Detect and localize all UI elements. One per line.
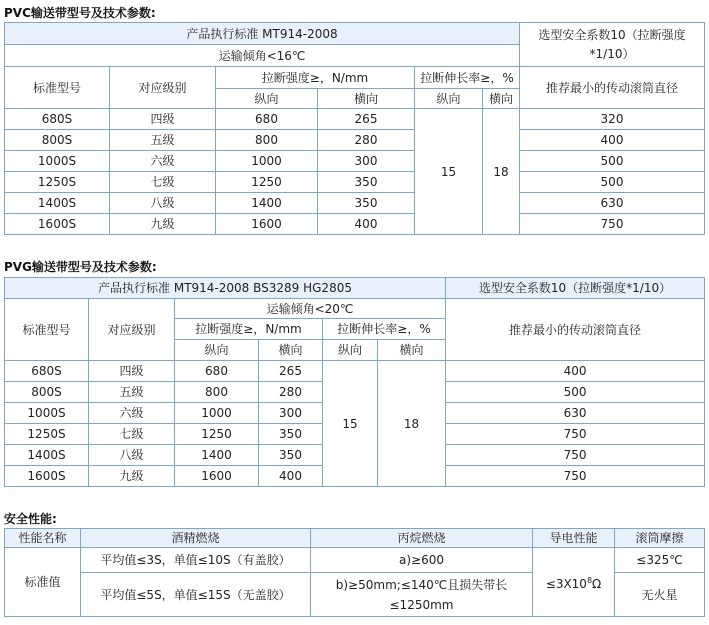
pvg-longit-cell: 680 — [175, 361, 259, 382]
pvg-transv-cell: 350 — [259, 424, 323, 445]
pvg-section-title: PVG输送带型号及技术参数: — [4, 260, 157, 274]
pvc-model-cell: 1000S — [5, 151, 110, 172]
pvg-col-elong-transverse: 横向 — [378, 340, 446, 361]
table-row — [5, 172, 705, 193]
safety-col-drum-friction: 滚筒摩擦 — [615, 529, 705, 548]
pvc-drum-cell: 400 — [520, 130, 705, 151]
safety-friction-spark: 无火星 — [615, 573, 705, 617]
safety-alcohol-covered: 平均值≤3S，单值≤10S（有盖胶） — [81, 548, 311, 573]
pvg-longit-cell: 1400 — [175, 445, 259, 466]
pvg-standard-header: 产品执行标准 MT914-2008 BS3289 HG2805 — [5, 278, 446, 299]
safety-col-name: 性能名称 — [5, 529, 81, 548]
pvc-drum-cell: 500 — [520, 172, 705, 193]
pvg-drum-cell: 750 — [446, 466, 705, 487]
pvg-spec-table — [4, 277, 705, 487]
safety-alcohol-uncovered: 平均值≤5S，单值≤15S（无盖胶） — [81, 573, 311, 617]
pvg-transv-cell: 350 — [259, 445, 323, 466]
safety-col-propane: 丙烷燃烧 — [311, 529, 533, 548]
safety-friction-temp: ≤325℃ — [615, 548, 705, 573]
pvc-col-elong-transverse: 横向 — [483, 89, 520, 109]
safety-table — [4, 528, 705, 617]
pvc-col-longitudinal: 纵向 — [216, 89, 318, 109]
safety-col-conductivity: 导电性能 — [533, 529, 615, 548]
pvc-drum-cell: 500 — [520, 151, 705, 172]
pvc-transv-cell: 350 — [318, 193, 415, 214]
safety-section-title: 安全性能: — [4, 512, 57, 526]
pvg-model-cell: 1250S — [5, 424, 89, 445]
pvg-model-cell: 1000S — [5, 403, 89, 424]
pvg-drum-cell: 750 — [446, 424, 705, 445]
pvc-col-grade: 对应级别 — [110, 67, 216, 109]
pvg-drum-cell: 400 — [446, 361, 705, 382]
conductivity-unit: Ω — [592, 576, 602, 591]
pvg-longit-cell: 1250 — [175, 424, 259, 445]
pvc-standard-header: 产品执行标准 MT914-2008 — [5, 23, 520, 45]
pvc-col-transverse: 横向 — [318, 89, 415, 109]
pvg-col-drum-diameter: 推荐最小的传动滚筒直径 — [446, 299, 705, 361]
pvg-elong-longit-value: 15 — [323, 361, 378, 487]
pvg-col-longitudinal: 纵向 — [175, 340, 259, 361]
pvc-transv-cell: 280 — [318, 130, 415, 151]
pvc-longit-cell: 1400 — [216, 193, 318, 214]
pvc-grade-cell: 六级 — [110, 151, 216, 172]
pvc-col-drum-diameter: 推荐最小的传动滚筒直径 — [520, 67, 705, 109]
pvg-transv-cell: 265 — [259, 361, 323, 382]
pvc-transv-cell: 400 — [318, 214, 415, 235]
pvc-col-elong-longitudinal: 纵向 — [415, 89, 483, 109]
pvc-model-cell: 800S — [5, 130, 110, 151]
pvg-col-grade: 对应级别 — [89, 299, 175, 361]
pvc-transv-cell: 350 — [318, 172, 415, 193]
pvc-transv-cell: 300 — [318, 151, 415, 172]
table-row — [5, 193, 705, 214]
pvc-grade-cell: 四级 — [110, 109, 216, 130]
pvc-grade-cell: 八级 — [110, 193, 216, 214]
pvc-grade-cell: 七级 — [110, 172, 216, 193]
pvg-transv-cell: 300 — [259, 403, 323, 424]
pvc-elong-longit-value: 15 — [415, 109, 483, 235]
pvc-col-model: 标准型号 — [5, 67, 110, 109]
safety-conductivity-value — [533, 548, 615, 617]
pvc-model-cell: 680S — [5, 109, 110, 130]
pvc-incline-header: 运输倾角<16℃ — [5, 45, 520, 67]
table-row — [5, 130, 705, 151]
pvg-drum-cell: 750 — [446, 445, 705, 466]
pvg-col-model: 标准型号 — [5, 299, 89, 361]
pvc-longit-cell: 1600 — [216, 214, 318, 235]
pvg-grade-cell: 五级 — [89, 382, 175, 403]
pvg-model-cell: 680S — [5, 361, 89, 382]
pvc-model-cell: 1400S — [5, 193, 110, 214]
pvg-safety-factor: 选型安全系数10（拉断强度*1/10） — [446, 278, 705, 299]
pvg-transv-cell: 280 — [259, 382, 323, 403]
table-row — [5, 214, 705, 235]
pvc-col-strength: 拉断强度≥，N/mm — [216, 67, 415, 89]
pvg-incline-header: 运输倾角<20℃ — [175, 299, 446, 319]
pvg-grade-cell: 四级 — [89, 361, 175, 382]
safety-propane-b: b)≥50mm;≤140℃且损失带长≤1250mm — [311, 573, 533, 617]
table-row — [5, 361, 705, 382]
pvg-col-elongation: 拉断伸长率≥，% — [323, 319, 446, 340]
pvc-spec-table — [4, 22, 705, 235]
pvg-grade-cell: 九级 — [89, 466, 175, 487]
pvc-model-cell: 1250S — [5, 172, 110, 193]
pvc-longit-cell: 800 — [216, 130, 318, 151]
pvg-transv-cell: 400 — [259, 466, 323, 487]
pvg-model-cell: 1600S — [5, 466, 89, 487]
pvg-col-elong-longitudinal: 纵向 — [323, 340, 378, 361]
pvc-grade-cell: 五级 — [110, 130, 216, 151]
conductivity-prefix: ≤3X10 — [545, 576, 587, 591]
pvg-grade-cell: 七级 — [89, 424, 175, 445]
pvg-col-transverse: 横向 — [259, 340, 323, 361]
pvg-grade-cell: 八级 — [89, 445, 175, 466]
pvc-longit-cell: 680 — [216, 109, 318, 130]
safety-propane-a: a)≥600 — [311, 548, 533, 573]
pvg-col-strength: 拉断强度≥，N/mm — [175, 319, 323, 340]
pvg-longit-cell: 800 — [175, 382, 259, 403]
pvc-grade-cell: 九级 — [110, 214, 216, 235]
pvg-drum-cell: 630 — [446, 403, 705, 424]
pvc-drum-cell: 320 — [520, 109, 705, 130]
safety-row-label: 标准值 — [5, 548, 81, 617]
table-row — [5, 151, 705, 172]
pvc-transv-cell: 265 — [318, 109, 415, 130]
pvc-drum-cell: 630 — [520, 193, 705, 214]
pvc-safety-factor: 选型安全系数10（拉断强度*1/10） — [520, 23, 705, 67]
pvg-longit-cell: 1600 — [175, 466, 259, 487]
pvc-longit-cell: 1000 — [216, 151, 318, 172]
pvc-model-cell: 1600S — [5, 214, 110, 235]
table-row — [5, 109, 705, 130]
pvc-drum-cell: 750 — [520, 214, 705, 235]
pvg-grade-cell: 六级 — [89, 403, 175, 424]
pvc-elong-transv-value: 18 — [483, 109, 520, 235]
pvg-model-cell: 1400S — [5, 445, 89, 466]
pvc-col-elongation: 拉断伸长率≥，% — [415, 67, 520, 89]
pvg-longit-cell: 1000 — [175, 403, 259, 424]
pvg-drum-cell: 500 — [446, 382, 705, 403]
pvc-longit-cell: 1250 — [216, 172, 318, 193]
pvg-model-cell: 800S — [5, 382, 89, 403]
pvc-section-title: PVC输送带型号及技术参数: — [4, 6, 156, 20]
safety-col-alcohol: 酒精燃烧 — [81, 529, 311, 548]
conductivity-exponent: 8 — [586, 575, 593, 585]
pvg-elong-transv-value: 18 — [378, 361, 446, 487]
